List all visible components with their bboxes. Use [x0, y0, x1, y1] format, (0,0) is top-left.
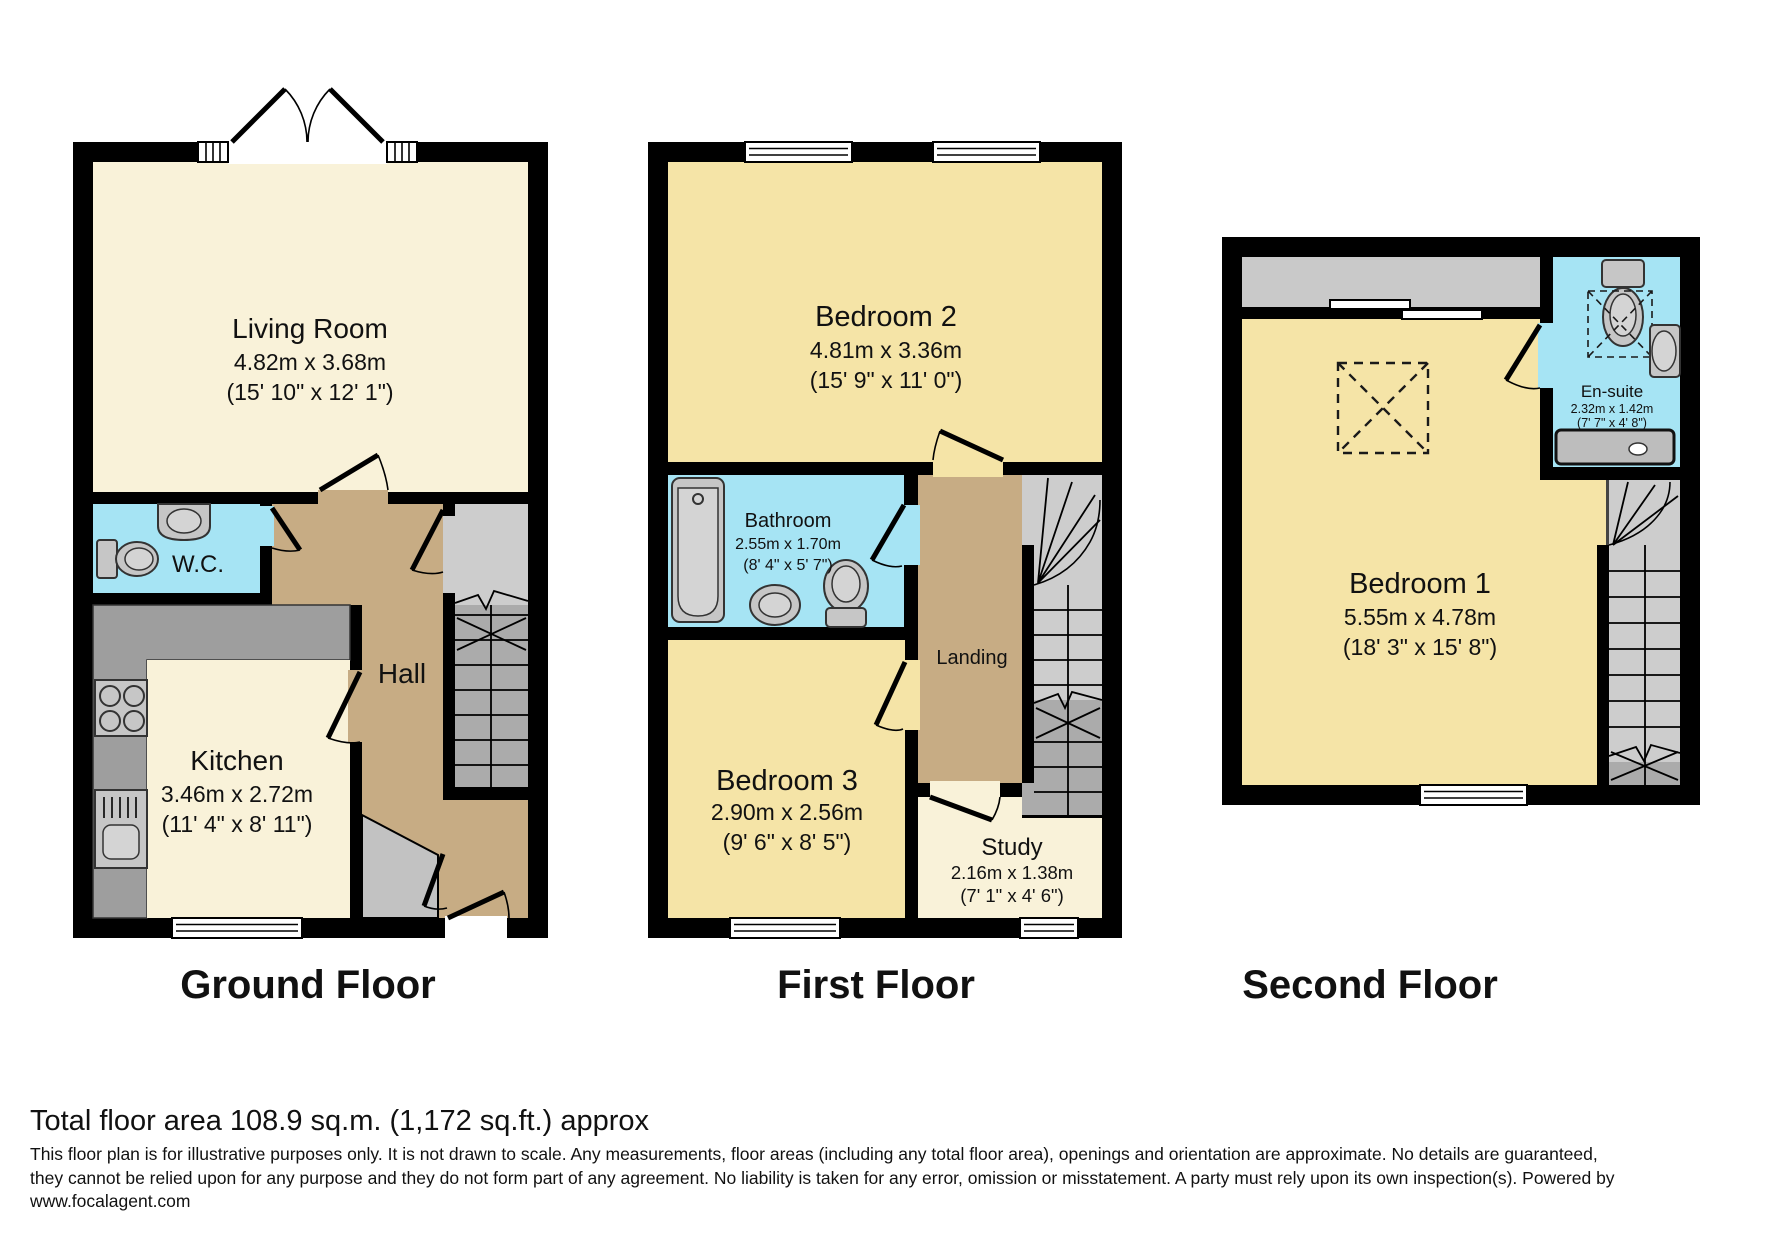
- bedroom2-label: [810, 301, 963, 393]
- room-name: Bedroom 1: [1349, 568, 1491, 600]
- study-door-opening: [930, 781, 1000, 799]
- bathroom-basin-icon: [750, 585, 800, 625]
- second-floor-stairs: [1606, 480, 1680, 785]
- sink-icon: [95, 790, 147, 868]
- disclaimer-line-1: This floor plan is for illustrative purposes only. It is not drawn to scale. Any measurements, floor areas (including any total floor area), openings and orientation are approximate. No details are guaranteed,: [30, 1144, 1598, 1164]
- room-dims-m: 4.82m x 3.68m: [233, 349, 387, 375]
- ensuite-basin-icon: [1650, 325, 1680, 377]
- ground-floor-title: Ground Floor: [180, 963, 436, 1007]
- bedroom3-label: [711, 765, 863, 855]
- hall-label: Hall: [377, 658, 427, 689]
- room-name: Kitchen: [190, 745, 284, 776]
- room-dims-ft: (8' 4" x 5' 7"): [743, 557, 833, 574]
- room-name: Bedroom 3: [716, 765, 858, 797]
- shower-tray-icon: [1556, 430, 1674, 464]
- disclaimer-line-2: they cannot be relied upon for any purpose and they do not form part of any agreement. No liability is taken for any error, omission or misstatement. A party must rely upon its own inspection(s). Powered by: [30, 1167, 1615, 1188]
- room-name: Bathroom: [744, 510, 832, 532]
- wc-door-opening: [258, 506, 274, 546]
- room-dims-m: 2.55m x 1.70m: [735, 536, 841, 553]
- first-floor-stairs: [1022, 475, 1102, 818]
- room-dims-m: 4.81m x 3.36m: [809, 337, 963, 363]
- first-floor-plan: [648, 142, 1122, 938]
- room-dims-m: 2.16m x 1.38m: [950, 862, 1074, 883]
- disclaimer-line-3: www.focalagent.com: [30, 1191, 191, 1211]
- bedroom2-window-right: [933, 142, 1040, 162]
- front-door-opening: [445, 916, 507, 938]
- second-floor-plan: [1222, 237, 1700, 805]
- bedroom2-door-opening: [933, 460, 1003, 477]
- room-dims-m: 2.90m x 2.56m: [710, 799, 864, 825]
- hall-strip: [362, 504, 443, 800]
- total-floor-area: Total floor area 108.9 sq.m. (1,172 sq.ft.) approx: [30, 1105, 649, 1137]
- living-room-door-opening: [318, 490, 388, 506]
- french-doors: [228, 89, 387, 164]
- room-dims-ft: (7' 1" x 4' 6"): [960, 885, 1064, 906]
- landing-room: [918, 475, 1022, 783]
- second-floor-title: Second Floor: [1242, 963, 1498, 1007]
- bedroom1-window: [1420, 785, 1527, 805]
- room-dims-ft: (9' 6" x 8' 5"): [722, 829, 852, 855]
- room-name: Bedroom 2: [815, 301, 957, 333]
- room-dims-m: 5.55m x 4.78m: [1343, 604, 1497, 630]
- room-dims-ft: (11' 4" x 8' 11"): [161, 811, 313, 837]
- room-dims-m: 2.32m x 1.42m: [1570, 402, 1654, 416]
- room-name: En-suite: [1580, 382, 1644, 401]
- wc-basin-icon: [158, 504, 210, 540]
- wc-label: W.C.: [172, 551, 224, 578]
- room-dims-ft: (15' 9" x 11' 0"): [809, 367, 963, 393]
- bedroom2-window-left: [745, 142, 852, 162]
- study-window: [1020, 918, 1078, 938]
- living-room-window-left: [198, 142, 228, 162]
- bedroom1-label: [1343, 568, 1497, 660]
- wc-toilet-icon: [97, 540, 158, 578]
- bedroom3-door-opening: [903, 660, 920, 730]
- room-dims-ft: (7' 7" x 4' 8"): [1577, 416, 1647, 430]
- kitchen-window: [172, 918, 302, 938]
- room-dims-m: 3.46m x 2.72m: [160, 781, 314, 807]
- room-dims-ft: (15' 10" x 12' 1"): [226, 379, 394, 405]
- ensuite-label: [1571, 382, 1654, 430]
- room-name: Study: [981, 834, 1043, 861]
- bathroom-label: [735, 510, 841, 574]
- landing-label: Landing: [936, 647, 1008, 669]
- living-room-label: [226, 313, 393, 405]
- bathroom-door-opening: [902, 505, 920, 565]
- room-name: Living Room: [232, 313, 388, 344]
- room-dims-ft: (18' 3" x 15' 8"): [1342, 634, 1498, 660]
- bath-icon: [672, 478, 724, 622]
- living-room-window-right: [387, 142, 417, 162]
- bedroom3-window: [730, 918, 840, 938]
- ensuite-door-opening: [1538, 323, 1555, 388]
- first-floor-title: First Floor: [777, 963, 975, 1007]
- hob-icon: [95, 680, 147, 736]
- ground-stairs: [443, 504, 528, 787]
- ground-floor-plan: [73, 89, 548, 938]
- disclaimer: [30, 1143, 1615, 1214]
